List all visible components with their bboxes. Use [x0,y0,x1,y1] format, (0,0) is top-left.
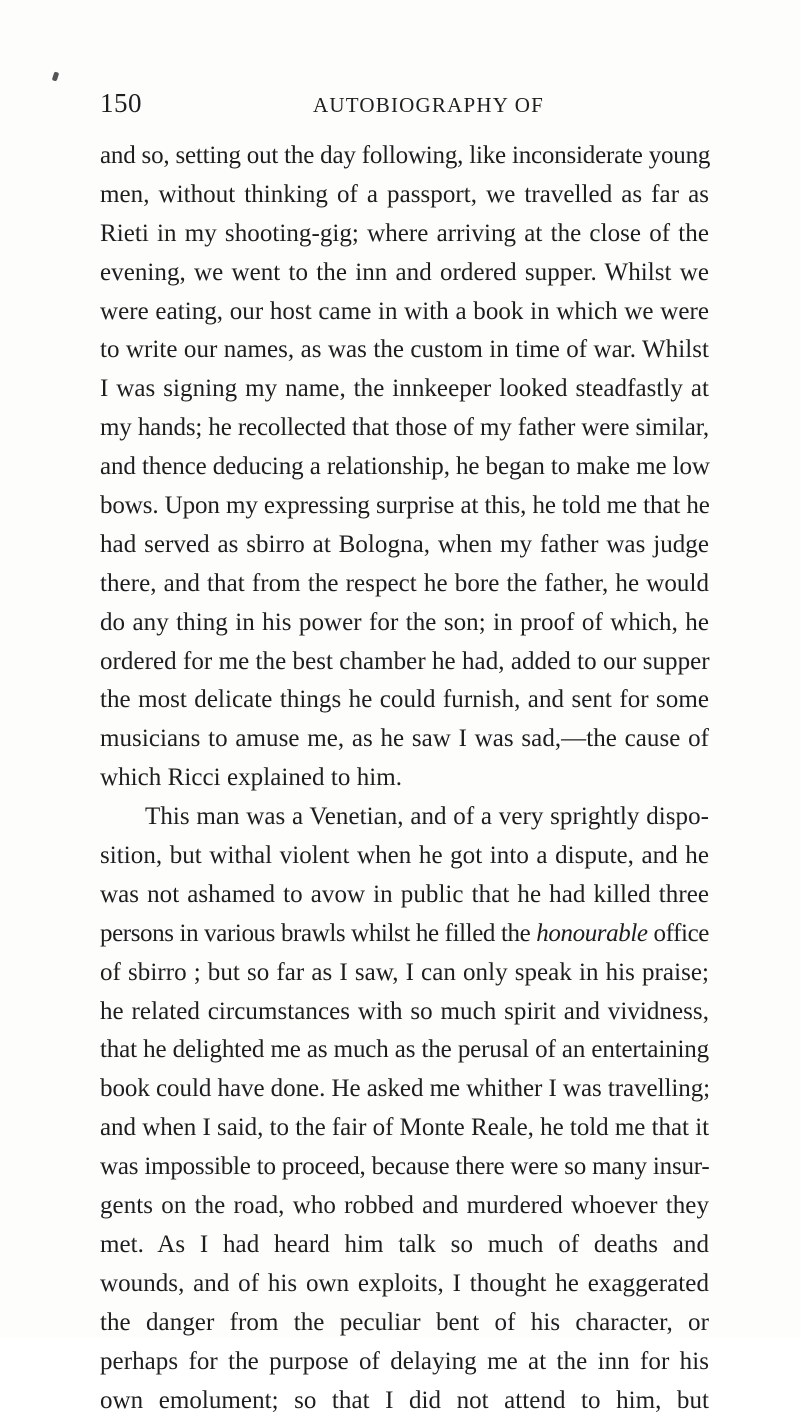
text-line: I was signing my name, the innkeeper looked steadfastly at [100,370,709,409]
text-line: and when I said, to the fair of Monte Reale, he told me that it [100,1109,709,1148]
text-line: and thence deducing a relationship, he began to make me low [100,448,709,487]
text-line: and so, setting out the day following, like inconsiderate young [100,137,709,176]
text-line: had served as sbirro at Bologna, when my father was judge [100,526,709,565]
text-line: were eating, our host came in with a book in which we were [100,293,709,332]
text-line: my hands; he recollected that those of my father were similar, [100,409,709,448]
text-line: the danger from the peculiar bent of his character, or [100,1304,709,1343]
text-line: ordered for me the best chamber he had, added to our supper [100,643,709,682]
text-line: that he delighted me as much as the perusal of an entertaining [100,1031,709,1070]
text-line: he related circumstances with so much spirit and vividness, [100,993,709,1032]
text-line: was not ashamed to avow in public that he had killed three [100,876,709,915]
text-line: met. As I had heard him talk so much of deaths and [100,1226,709,1265]
italic-word: honourable [536,920,647,947]
text-line: of sbirro ; but so far as I saw, I can only speak in his praise; [100,954,709,993]
text-line: there, and that from the respect he bore the father, he would [100,565,709,604]
page-number: 150 [100,88,142,118]
text-line: gents on the road, who robbed and murdered whoever they [100,1187,709,1226]
text-line: perhaps for the purpose of delaying me at the inn for his [100,1343,709,1382]
text-line: sition, but withal violent when he got into a dispute, and he [100,837,709,876]
paragraph-end-line: which Ricci explained to him. [100,759,709,798]
text-line: musicians to amuse me, as he saw I was sad,—the cause of [100,720,709,759]
ink-mark [52,71,60,81]
paragraph-start-line: This man was a Venetian, and of a very sprightly dispo- [100,798,709,837]
text-line-with-italic [100,915,709,954]
text-line: men, without thinking of a passport, we travelled as far as [100,176,709,215]
text-line: do any thing in his power for the son; in proof of which, he [100,604,709,643]
text-segment: persons in various brawls whilst he filled the [100,920,536,947]
running-head: AUTOBIOGRAPHY OF [313,92,544,118]
text-segment: office [648,920,709,947]
body-text [100,137,709,1420]
text-line: to write our names, as was the custom in time of war. Whilst [100,331,709,370]
text-line: Rieti in my shooting-gig; where arriving at the close of the [100,215,709,254]
text-line: own emolument; so that I did not attend to him, but [100,1382,709,1420]
text-line: was impossible to proceed, because there were so many insur- [100,1148,709,1187]
text-line: wounds, and of his own exploits, I thought he exaggerated [100,1265,709,1304]
text-line: evening, we went to the inn and ordered supper. Whilst we [100,254,709,293]
text-line: bows. Upon my expressing surprise at this, he told me that he [100,487,709,526]
text-line: the most delicate things he could furnish, and sent for some [100,681,709,720]
text-line: book could have done. He asked me whither I was travelling; [100,1070,709,1109]
